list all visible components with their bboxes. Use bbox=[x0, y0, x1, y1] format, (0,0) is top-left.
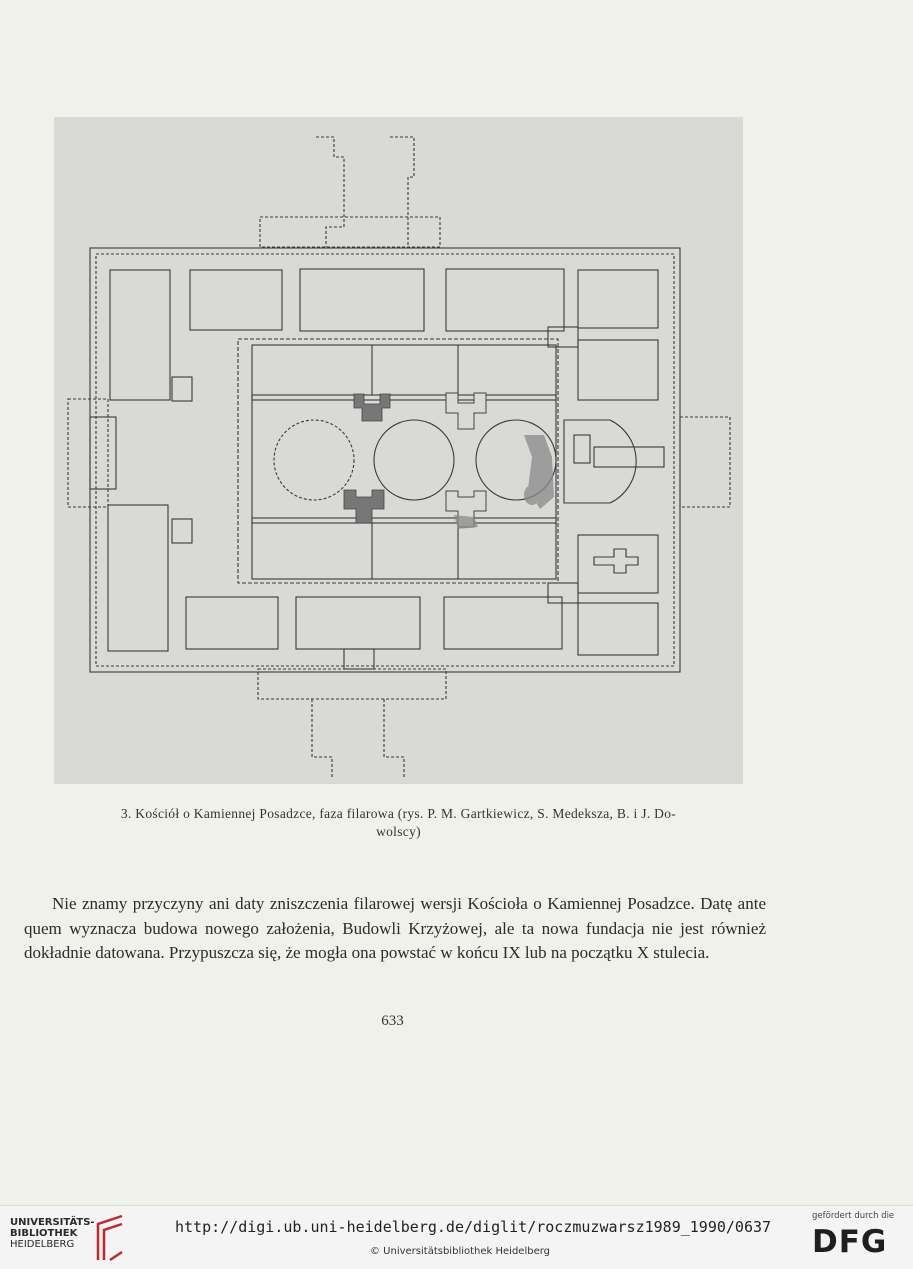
copyright-notice: © Universitätsbibliothek Heidelberg bbox=[370, 1246, 551, 1257]
funder-caption: gefördert durch die bbox=[812, 1211, 895, 1221]
body-paragraph: Nie znamy przyczyny ani daty zniszczenia filarowej wersji Kościoła o Kamiennej Posadzce. Datę ante quem wyznacza budowa nowego założenia, Budowli Krzyżowej, ale ta nowa fundacja nie jest również dokładnie datowana. Przypuszcza się, że mogła ona powstać w końcu IX lub na początku X stulecia. bbox=[24, 894, 766, 962]
library-name-line-1: UNIVERSITÄTS- bbox=[10, 1217, 95, 1228]
caption-line-2: wolscy) bbox=[376, 824, 421, 839]
floor-plan-figure bbox=[54, 117, 743, 784]
library-name-line-2: BIBLIOTHEK bbox=[10, 1228, 78, 1239]
permalink-url[interactable]: http://digi.ub.uni-heidelberg.de/diglit/roczmuzwarsz1989_1990/0637 bbox=[175, 1218, 772, 1236]
library-name-line-3: HEIDELBERG bbox=[10, 1239, 75, 1250]
viewer-footer bbox=[0, 1205, 913, 1269]
university-library-logo[interactable] bbox=[10, 1214, 130, 1264]
library-name bbox=[10, 1217, 95, 1250]
dfg-logo[interactable]: DFG bbox=[812, 1224, 888, 1260]
caption-line-1: 3. Kościół o Kamiennej Posadzce, faza filarowa (rys. P. M. Gartkiewicz, S. Medeksza, B. i J. Do- bbox=[120, 806, 677, 821]
page-number: 633 bbox=[381, 1013, 404, 1029]
figure-caption bbox=[54, 805, 743, 841]
floor-plan-drawing bbox=[54, 117, 743, 784]
library-mark-icon bbox=[92, 1214, 128, 1262]
